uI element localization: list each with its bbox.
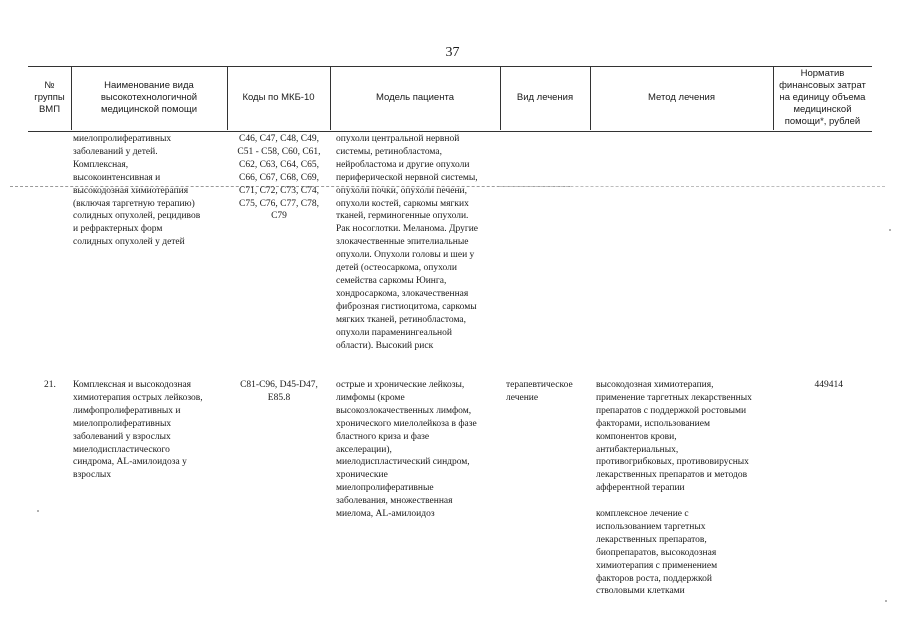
row-21-method-1: высокодозная химиотерапия, применение таргетных лекарственных препаратов с поддержкой ростовыми факторами, использованием компонентов крови, антибактериальных, противогрибковых, противовирусных лекарственных препаратов и методов афферентной терапии	[596, 380, 752, 494]
page-number: 37	[445, 45, 460, 60]
scan-speck	[889, 229, 891, 231]
row-21-icd-codes: C81-C96, D45-D47, E85.8	[240, 380, 318, 403]
header-care-type: Наименование вида высокотехнологичной медицинской помощи	[100, 80, 198, 115]
row-21-method-2: комплексное лечение с использованием таргетных лекарственных препаратов, биопрепаратов, высокодозная химиотерапия с применением факторов роста, поддержкой стволовыми клетками	[596, 509, 718, 597]
header-group-number: № группы ВМП	[34, 80, 65, 115]
header-patient-model: Модель пациента	[376, 92, 454, 103]
scan-speck	[885, 600, 887, 602]
row-21-patient-model: острые и хронические лейкозы, лимфомы (кроме высокозлокачественных лимфом, хронического миелолейкоза в фазе бластного криза и фазе акселерации), миелодиспластический синдром, хронические миелопролиферативные заболевания, множественная миелома, AL-амилоидоз	[336, 380, 477, 520]
scan-artifact-line	[500, 186, 885, 187]
header-icd-codes: Коды по МКБ-10	[242, 92, 315, 103]
row-continued-icd-codes: C46, C47, C48, C49, C51 - C58, C60, C61, C62, C63, C64, C65, C66, C67, C68, C69, C71, C72, C73, C74, C75, C76, C77, C78, C79	[237, 134, 321, 222]
header-cost-norm: Норматив финансовых затрат на единицу объема медицинской помощи*, рублей	[779, 68, 866, 127]
header-treatment-type: Вид лечения	[516, 92, 574, 103]
scan-speck	[37, 510, 39, 512]
row-continued-care-type: миелопролиферативных заболеваний у детей. Комплексная, высокоинтенсивная и высокодозная химиотерапия (включая таргетную терапию) солидных опухолей, рецидивов и рефрактерных форм солидных опухолей у детей	[73, 134, 201, 248]
row-21-treatment-type: терапевтическое лечение	[506, 380, 573, 403]
row-21-cost-norm: 449414	[814, 380, 843, 390]
row-21-group-number: 21.	[44, 380, 56, 390]
row-continued-patient-model: опухоли центральной нервной системы, ретинобластома, нейробластома и другие опухоли периферической нервной системы, опухоли почки, опухоли печени, опухоли костей, саркомы мягких тканей, герминогенные опухоли. Рак носоглотки. Меланома. Другие злокачественные эпителиальные опухоли. Опухоли головы и шеи у детей (остеосаркома, опухоли семейства саркомы Юинга, хондросаркома, злокачественная фиброзная гистиоцитома, саркомы мягких тканей, ретинобластома, опухоли параменингеальной области). Высокий риск	[336, 134, 479, 351]
header-treatment-method: Метод лечения	[648, 92, 715, 103]
row-21-care-type: Комплексная и высокодозная химиотерапия острых лейкозов, лимфопролиферативных и миелопролиферативных заболеваний у взрослых миелодиспластического синдрома, AL-амилоидоза у взрослых	[73, 380, 203, 481]
